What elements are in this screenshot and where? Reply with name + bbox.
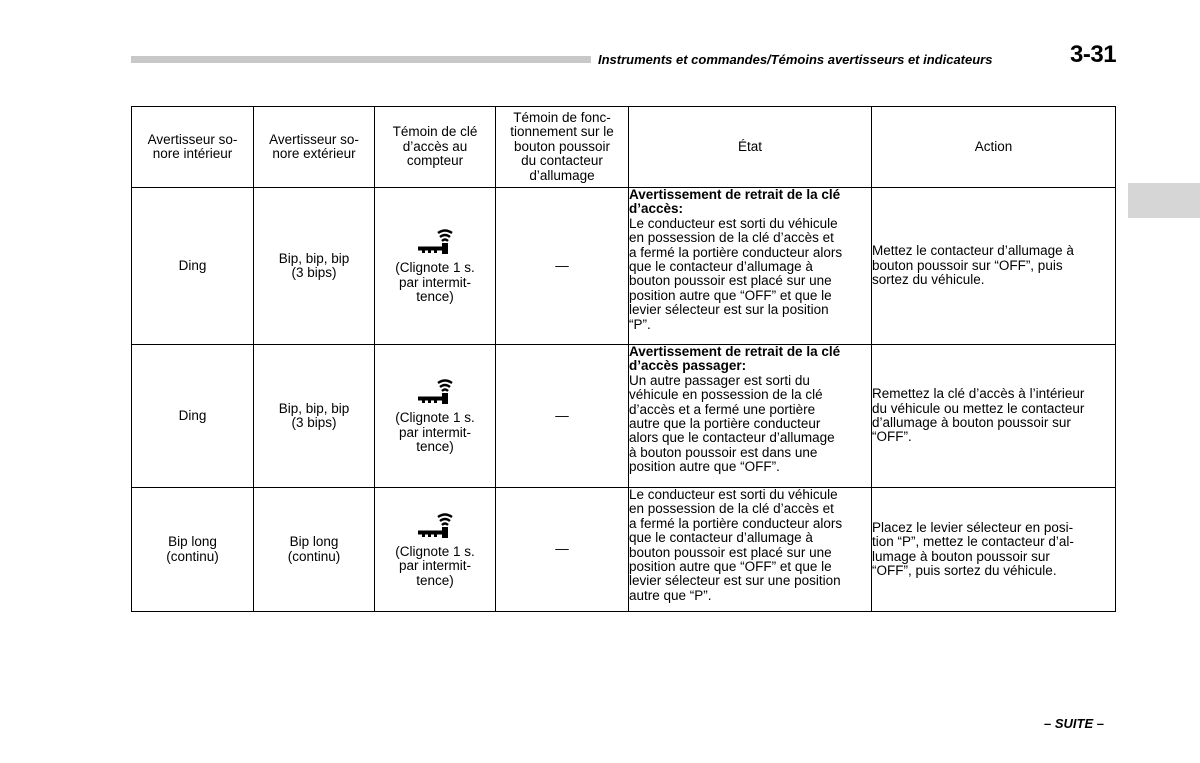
- action-cell: Remettez la clé d’accès à l’intérieur du véhicule ou mettez le contacteur d’allumage à bouton poussoir sur “OFF”.: [872, 345, 1116, 488]
- continued-label: – SUITE –: [1044, 716, 1104, 731]
- state-text: Le conducteur est sorti du véhicule en possession de la clé d’accès et a fermé la portière conducteur alors que le contacteur d’allumage à bouton poussoir est placé sur une position autre que “OFF” et que le levier sélecteur est sur une position autre que “P”.: [629, 487, 843, 603]
- exterior-buzzer-cell: Bip, bip, bip (3 bips): [254, 188, 375, 345]
- column-header-exterior-buzzer: Avertisseur so- nore extérieur: [254, 107, 375, 188]
- key-indicator-cell: [375, 345, 496, 488]
- button-indicator-cell: —: [496, 188, 629, 345]
- key-indicator-cell: [375, 488, 496, 612]
- action-cell: Mettez le contacteur d’allumage à bouton poussoir sur “OFF”, puis sortez du véhicule.: [872, 188, 1116, 345]
- key-fob-signal-icon: [415, 511, 455, 539]
- column-header-state: État: [629, 107, 872, 188]
- state-cell: [629, 345, 872, 488]
- table-row: [132, 188, 1116, 345]
- indicator-note: (Clignote 1 s. par intermit- tence): [395, 260, 475, 305]
- section-title: Instruments et commandes/Témoins avertisseurs et indicateurs: [598, 52, 993, 67]
- chapter-tab: [1128, 183, 1200, 218]
- column-header-action: Action: [872, 107, 1116, 188]
- column-header-interior-buzzer: Avertisseur so- nore intérieur: [132, 107, 254, 188]
- action-cell: Placez le levier sélecteur en posi- tion “P”, mettez le contacteur d’al- lumage à bouton poussoir sur “OFF”, puis sortez du véhicule.: [872, 488, 1116, 612]
- table-header-row: [132, 107, 1116, 188]
- state-text: Un autre passager est sorti du véhicule en possession de la clé d’accès et a fermé une portière autre que la portière conducteur alors que le contacteur d’allumage à bouton poussoir est dans une position autre que “OFF”.: [629, 372, 835, 475]
- column-header-button-indicator: Témoin de fonc- tionnement sur le bouton poussoir du contacteur d’allumage: [496, 107, 629, 188]
- header-rule: [131, 56, 591, 63]
- state-cell: [629, 488, 872, 612]
- state-cell: [629, 188, 872, 345]
- key-fob-signal-icon: [415, 227, 455, 255]
- exterior-buzzer-cell: Bip, bip, bip (3 bips): [254, 345, 375, 488]
- button-indicator-cell: —: [496, 488, 629, 612]
- state-title: Avertissement de retrait de la clé d’accès passager:: [629, 344, 841, 374]
- column-header-meter-key-indicator: Témoin de clé d’accès au compteur: [375, 107, 496, 188]
- state-title: Avertissement de retrait de la clé d’accès:: [629, 187, 841, 217]
- indicator-note: (Clignote 1 s. par intermit- tence): [395, 543, 475, 588]
- indicator-note: (Clignote 1 s. par intermit- tence): [395, 410, 475, 455]
- interior-buzzer-cell: Ding: [132, 188, 254, 345]
- key-fob-signal-icon: [415, 377, 455, 405]
- interior-buzzer-cell: Ding: [132, 345, 254, 488]
- state-text: Le conducteur est sorti du véhicule en possession de la clé d’accès et a fermé la portière conducteur alors que le contacteur d’allumage à bouton poussoir est placé sur une position autre que “OFF” et que le levier sélecteur est sur la position “P”.: [629, 215, 843, 332]
- interior-buzzer-cell: Bip long (continu): [132, 488, 254, 612]
- table-row: [132, 488, 1116, 612]
- warning-table: [131, 106, 1116, 612]
- table-row: [132, 345, 1116, 488]
- exterior-buzzer-cell: Bip long (continu): [254, 488, 375, 612]
- key-indicator-cell: [375, 188, 496, 345]
- page-number: 3-31: [1070, 41, 1117, 68]
- button-indicator-cell: —: [496, 345, 629, 488]
